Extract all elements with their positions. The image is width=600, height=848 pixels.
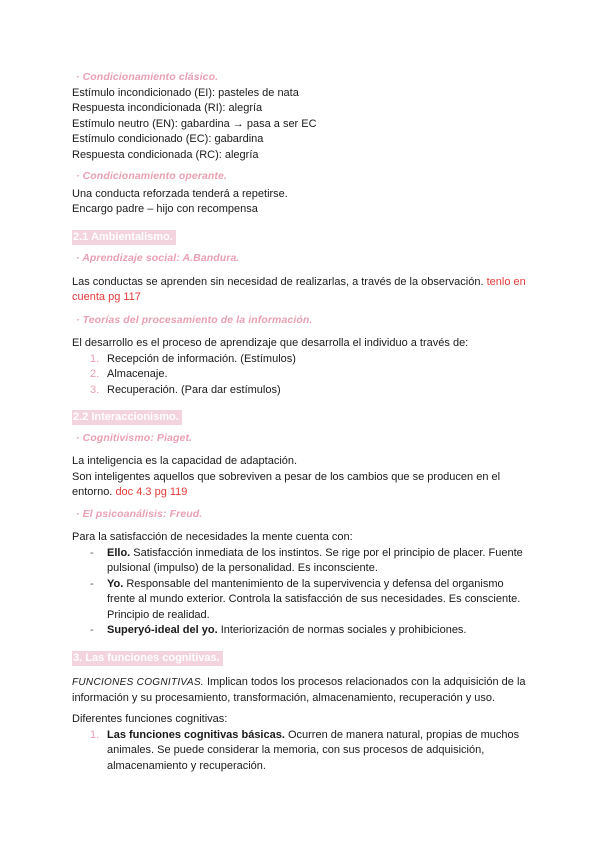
funciones-text: Implican todos los procesos relacionados con la adquisición de la información y su procesamiento, transformación, almacenamiento, recuperación y uso.: [72, 676, 526, 704]
clasico-line: Respuesta condicionada (RC): alegría: [72, 148, 259, 161]
clasico-line: Estímulo condicionado (EC): gabardina: [72, 133, 264, 145]
subheading-teorias: · Teorías del procesamiento de la información.: [76, 313, 313, 326]
piaget-line: La inteligencia es la capacidad de adaptación.: [72, 455, 298, 467]
funciones-paragraph: [72, 675, 532, 706]
bandura-text: Las conductas se aprenden sin necesidad de realizarlas, a través de la observación.: [72, 275, 484, 288]
section-heading-interaccionismo: 2.2 Interaccionismo.: [72, 410, 182, 425]
teorias-list: [72, 352, 532, 399]
list-item: [72, 728, 532, 775]
list-item: [72, 577, 532, 624]
piaget-line-2: [72, 470, 532, 501]
document-page: [72, 70, 532, 774]
freud-list: [72, 546, 532, 639]
list-number: 3.: [90, 383, 100, 396]
list-item-text: Almacenaje.: [107, 368, 168, 380]
freud-intro: Para la satisfacción de necesidades la mente cuenta con:: [72, 531, 353, 543]
teorias-intro: El desarrollo es el proceso de aprendizaje que desarrolla el individuo a través de:: [72, 337, 469, 349]
clasico-block: [72, 86, 532, 164]
list-number: 1.: [90, 352, 100, 365]
term: Superyó-ideal del yo.: [107, 624, 218, 636]
subheading-piaget: · Cognitivismo: Piaget.: [76, 431, 193, 444]
section-heading-funciones: 3. Las funciones cognitivas.: [72, 651, 223, 666]
subheading-operante: · Condicionamiento operante.: [76, 170, 227, 182]
list-item-text: Recuperación. (Para dar estímulos): [107, 383, 281, 396]
operante-line: Encargo padre – hijo con recompensa: [72, 203, 258, 215]
subheading-clasico: · Condicionamiento clásico.: [76, 71, 219, 83]
section-heading-ambientalismo: 2.1 Ambientalismo.: [72, 230, 176, 245]
definition: Interiorización de normas sociales y prohibiciones.: [220, 624, 467, 636]
funciones-intro: Diferentes funciones cognitivas:: [72, 713, 228, 725]
piaget-reference: doc 4.3 pg 119: [115, 486, 188, 498]
subheading-freud: · El psicoanálisis: Freud.: [76, 507, 203, 520]
bandura-reference: tenlo en cuenta pg 117: [72, 275, 526, 303]
list-item: [72, 546, 532, 577]
bandura-paragraph: [72, 275, 532, 306]
list-item-text: Recepción de información. (Estímulos): [107, 352, 296, 365]
term: Ello.: [107, 546, 131, 559]
clasico-line: Respuesta incondicionada (RI): alegría: [72, 102, 263, 114]
funciones-list: [72, 728, 532, 775]
clasico-line: Estímulo incondicionado (EI): pasteles de nata: [72, 86, 299, 99]
bullet-dash: -: [90, 577, 94, 590]
subheading-bandura: · Aprendizaje social: A.Bandura.: [76, 252, 240, 264]
bullet-dash: -: [90, 624, 94, 636]
term: Las funciones cognitivas básicas.: [107, 728, 285, 741]
funciones-caps: FUNCIONES COGNITIVAS.: [72, 677, 204, 688]
term: Yo.: [107, 577, 124, 590]
operante-line: Una conducta reforzada tenderá a repetirse.: [72, 187, 288, 200]
piaget-text: Son inteligentes aquellos que sobreviven a pesar de los cambios que se producen en el entorno.: [72, 470, 501, 498]
bullet-dash: -: [90, 546, 94, 559]
definition: Responsable del mantenimiento de la supervivencia y defensa del organismo frente al mundo exterior. Controla la satisfacción de sus necesidades. Es consciente. Principio de realidad.: [107, 577, 521, 621]
list-item: [72, 383, 532, 399]
list-number: 1.: [90, 728, 100, 741]
list-item: [72, 367, 532, 383]
definition: Satisfacción inmediata de los instintos. Se rige por el principio de placer. Fuente pulsional (impulso) de la personalidad. Es inconsciente.: [107, 546, 523, 574]
list-number: 2.: [90, 368, 100, 380]
definition: Ocurren de manera natural, propias de muchos animales. Se puede considerar la memoria, con sus procesos de adquisición, almacenamiento y recuperación.: [107, 728, 520, 772]
list-item: [72, 352, 532, 368]
operante-block: [72, 187, 532, 218]
list-item: [72, 623, 532, 639]
piaget-paragraph: [72, 454, 532, 501]
clasico-line: Estímulo neutro (EN): gabardina → pasa a ser EC: [72, 117, 317, 130]
